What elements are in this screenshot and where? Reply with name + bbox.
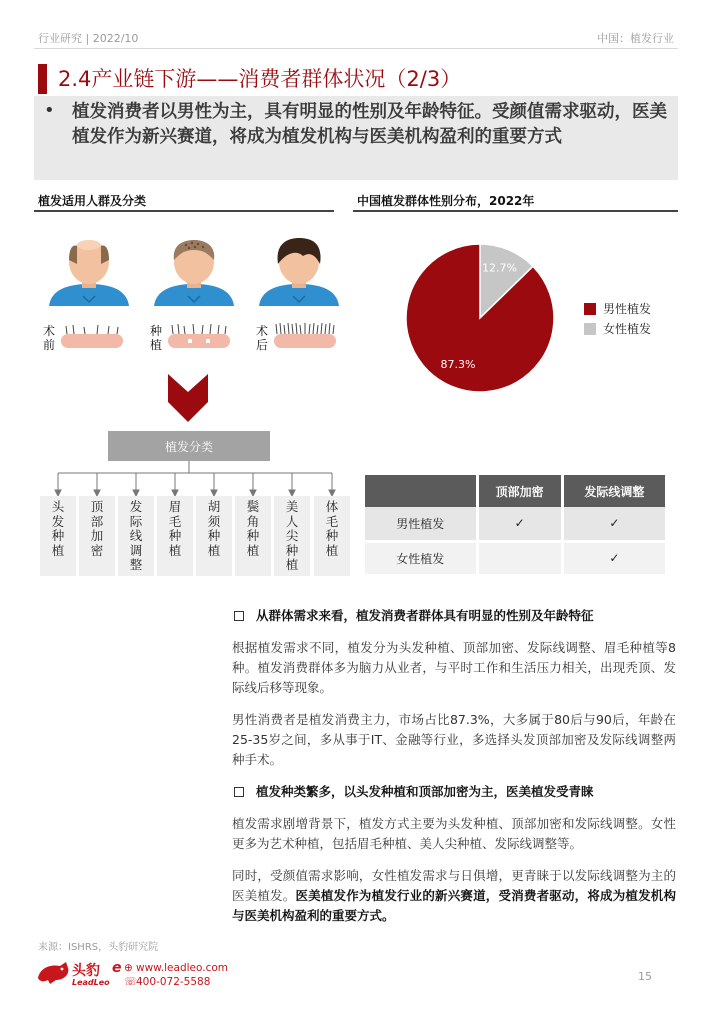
page-number: 15 [638,970,652,983]
category-item: 胡须种植 [196,496,232,576]
hair-follicle-after-icon [274,322,336,348]
globe-icon: ⊕ [124,962,133,974]
source-note: 来源：ISHRS，头豹研究院 [38,942,159,953]
checkbox-bullet-icon [234,787,244,797]
table-header-empty [365,475,477,507]
checkbox-bullet-icon [234,611,244,621]
left-section-underline [34,210,334,212]
treatment-table [365,475,665,577]
body-heading-2: 植发种类繁多，以头发种植和顶部加密为主，医美植发受青睐 [232,782,676,802]
hair-follicle-implant-icon [168,322,230,348]
body-heading-1: 从群体需求来看，植发消费者群体具有明显的性别及年龄特征 [232,606,676,626]
page-title: 2.4产业链下游——消费者群体状况（2/3） [58,67,462,91]
category-item: 体毛种植 [314,496,350,576]
table-row: 男性植发 ✓ ✓ [365,507,665,541]
footer-website[interactable]: www.leadleo.com [136,962,228,974]
stage-label-before: 术前 [43,324,56,352]
patient-before-icon [43,238,135,306]
legend-swatch-female [584,323,596,335]
header-right: 中国：植发行业 [597,32,674,45]
right-section-underline [353,210,678,212]
pie-label-male: 87.3% [440,358,476,371]
header-divider [34,48,678,49]
arrow-down-icon [166,374,210,424]
logo-english: LeadLeo [72,978,110,987]
category-title-box: 植发分类 [108,431,270,461]
legend-item-male: 男性植发 [584,300,651,317]
category-item: 鬓角种植 [235,496,271,576]
patient-implant-icon [148,238,240,306]
logo-e-icon: e [112,960,122,976]
stage-label-implant: 种植 [150,324,163,352]
category-item: 顶部加密 [79,496,115,576]
body-paragraph-2: 男性消费者是植发消费主力，市场占比87.3%，大多属于80后与90后，年龄在25-35岁之间，多从事于IT、金融等行业，多选择头发顶部加密及发际线调整两种手术。 [232,712,676,767]
title-accent-bar [38,64,47,94]
body-paragraph-1: 根据植发需求不同，植发分为头发种植、顶部加密、发际线调整、眉毛种植等8种。植发消费群体多为脑力从业者，与平时工作和生活压力相关，出现秃顶、发际线后移等现象。 [232,640,676,695]
patient-after-icon [253,238,345,306]
header-left: 行业研究 | 2022/10 [38,32,139,45]
gender-pie-chart [400,238,560,398]
body-paragraph-3: 植发需求剧增背景下，植发方式主要为头发种植、顶部加密和发际线调整。女性更多为艺术种植，包括眉毛种植、美人尖种植、发际线调整等。 [232,816,676,851]
hair-follicle-before-icon [61,322,123,348]
logo-name: 头豹 [72,963,100,979]
summary-box [34,96,678,180]
right-section-label: 中国植发群体性别分布，2022年 [357,194,535,208]
footer-phone: 400-072-5588 [136,976,211,988]
legend-swatch-male [584,303,596,315]
summary-bullet: • [44,100,55,121]
table-row: 女性植发 ✓ [365,541,665,575]
category-item: 美人尖种植 [274,496,310,576]
category-item: 头发种植 [40,496,76,576]
body-paragraph-4: 同时，受颜值需求影响，女性植发需求与日俱增，更青睐于以发际线调整为主的医美植发。医美植发作为植发行业的新兴赛道，受消费者驱动，将成为植发机构与医美机构盈利的重要方式。 [232,868,676,923]
left-section-label: 植发适用人群及分类 [38,194,147,208]
body-text [232,606,676,926]
category-tree-connectors [40,461,352,497]
legend-item-female: 女性植发 [584,320,651,337]
leopard-logo-icon [36,960,70,986]
category-item: 发际线调整 [118,496,154,576]
table-header-hairline: 发际线调整 [562,475,665,507]
category-item: 眉毛种植 [157,496,193,576]
stage-label-after: 术后 [256,324,269,352]
summary-text: 植发消费者以男性为主，具有明显的性别及年龄特征。受颜值需求驱动，医美植发作为新兴赛道，将成为植发机构与医美机构盈利的重要方式 [72,102,667,147]
table-header-crown: 顶部加密 [477,475,562,507]
phone-icon: ☏ [124,976,138,988]
pie-label-female: 12.7% [482,261,518,275]
